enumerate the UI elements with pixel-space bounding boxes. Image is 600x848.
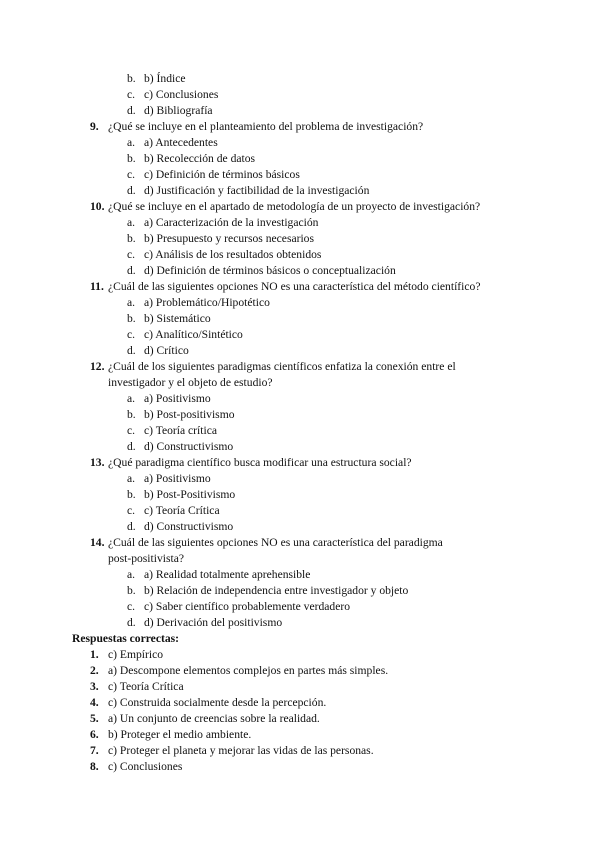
option-row [0, 71, 600, 87]
option-letter: b. [127, 152, 136, 165]
option-text: b) Post-positivismo [144, 408, 235, 421]
option-text: a) Positivismo [144, 392, 211, 405]
question-text-continued: investigador y el objeto de estudio? [108, 376, 273, 389]
answer-text: c) Construida socialmente desde la percepción. [108, 696, 327, 709]
question-text: ¿Cuál de las siguientes opciones NO es una característica del método científico? [108, 280, 481, 293]
option-row [0, 231, 600, 247]
option-letter: c. [127, 168, 136, 181]
option-row [0, 183, 600, 199]
question-row [0, 119, 600, 135]
answer-number: 6. [90, 728, 99, 741]
answers-title: Respuestas correctas: [72, 632, 179, 645]
option-row [0, 471, 600, 487]
answer-row [0, 695, 600, 711]
answer-row [0, 743, 600, 759]
option-text: d) Crítico [144, 344, 189, 357]
question-row-continued [0, 551, 600, 567]
answer-number: 7. [90, 744, 99, 757]
answer-number: 4. [90, 696, 99, 709]
option-letter: c. [127, 600, 136, 613]
option-row [0, 567, 600, 583]
option-letter: a. [127, 136, 136, 149]
option-text: b) Post-Positivismo [144, 488, 236, 501]
option-row [0, 343, 600, 359]
option-letter: d. [127, 184, 136, 197]
answer-number: 3. [90, 680, 99, 693]
option-letter: a. [127, 216, 136, 229]
option-letter: a. [127, 568, 136, 581]
option-row [0, 87, 600, 103]
question-number: 9. [90, 120, 99, 133]
question-row [0, 199, 600, 215]
option-text: b) Presupuesto y recursos necesarios [144, 232, 314, 245]
option-text: d) Constructivismo [144, 440, 234, 453]
option-row [0, 599, 600, 615]
question-number: 11. [90, 280, 104, 293]
option-text: d) Derivación del positivismo [144, 616, 283, 629]
option-letter: b. [127, 232, 136, 245]
answer-row [0, 647, 600, 663]
document-page [0, 71, 600, 775]
question-10 [0, 199, 600, 279]
option-row [0, 407, 600, 423]
option-row [0, 583, 600, 599]
question-text-continued: post-positivista? [108, 552, 184, 565]
question-text: ¿Cuál de las siguientes opciones NO es una característica del paradigma [108, 536, 443, 549]
option-text: a) Caracterización de la investigación [144, 216, 319, 229]
option-row [0, 391, 600, 407]
option-text: b) Relación de independencia entre investigador y objeto [144, 584, 409, 597]
option-text: a) Positivismo [144, 472, 211, 485]
option-letter: c. [127, 424, 136, 437]
answer-text: b) Proteger el medio ambiente. [108, 728, 252, 741]
answers-section [0, 631, 600, 775]
option-letter: d. [127, 616, 136, 629]
answer-text: c) Empírico [108, 648, 164, 661]
option-text: a) Realidad totalmente aprehensible [144, 568, 311, 581]
option-text: c) Teoría crítica [144, 424, 217, 437]
question-row [0, 359, 600, 375]
option-row [0, 423, 600, 439]
option-text: b) Recolección de datos [144, 152, 256, 165]
option-letter: a. [127, 392, 136, 405]
question-text: ¿Qué paradigma científico busca modificar una estructura social? [108, 456, 412, 469]
answer-number: 5. [90, 712, 99, 725]
option-letter: b. [127, 312, 136, 325]
option-letter: a. [127, 296, 136, 309]
question-number: 12. [90, 360, 105, 373]
question-text: ¿Cuál de los siguientes paradigmas científicos enfatiza la conexión entre el [108, 360, 456, 373]
option-text: a) Problemático/Hipotético [144, 296, 270, 309]
answer-row [0, 679, 600, 695]
option-letter: b. [127, 72, 136, 85]
option-text: c) Definición de términos básicos [144, 168, 300, 181]
option-letter: d. [127, 104, 136, 117]
option-letter: c. [127, 504, 136, 517]
option-letter: b. [127, 584, 136, 597]
option-letter: b. [127, 408, 136, 421]
option-text: b) Índice [144, 72, 186, 85]
question-row-continued [0, 375, 600, 391]
question-row [0, 535, 600, 551]
option-text: c) Saber científico probablemente verdadero [144, 600, 351, 613]
option-letter: d. [127, 264, 136, 277]
option-row [0, 295, 600, 311]
question-number: 13. [90, 456, 105, 469]
answer-number: 2. [90, 664, 99, 677]
option-row [0, 439, 600, 455]
option-row [0, 487, 600, 503]
option-row [0, 135, 600, 151]
option-text: d) Definición de términos básicos o conceptualización [144, 264, 396, 277]
question-11 [0, 279, 600, 359]
option-letter: c. [127, 88, 136, 101]
answer-number: 8. [90, 760, 99, 773]
option-text: d) Justificación y factibilidad de la investigación [144, 184, 370, 197]
answer-row [0, 711, 600, 727]
answer-text: c) Conclusiones [108, 760, 183, 773]
option-text: c) Analítico/Sintético [144, 328, 243, 341]
option-row [0, 327, 600, 343]
answer-row [0, 663, 600, 679]
option-text: c) Análisis de los resultados obtenidos [144, 248, 322, 261]
question-14 [0, 535, 600, 631]
answer-number: 1. [90, 648, 99, 661]
question-9 [0, 119, 600, 199]
option-letter: d. [127, 440, 136, 453]
option-letter: d. [127, 344, 136, 357]
answer-text: c) Teoría Crítica [108, 680, 184, 693]
option-letter: a. [127, 472, 136, 485]
question-text: ¿Qué se incluye en el apartado de metodología de un proyecto de investigación? [108, 200, 481, 213]
option-text: b) Sistemático [144, 312, 211, 325]
answer-text: a) Un conjunto de creencias sobre la realidad. [108, 712, 320, 725]
option-row [0, 503, 600, 519]
option-row [0, 263, 600, 279]
answer-row [0, 759, 600, 775]
option-row [0, 151, 600, 167]
answer-text: c) Proteger el planeta y mejorar las vidas de las personas. [108, 744, 374, 757]
option-row [0, 247, 600, 263]
answer-text: a) Descompone elementos complejos en partes más simples. [108, 664, 389, 677]
option-row [0, 519, 600, 535]
question-text: ¿Qué se incluye en el planteamiento del problema de investigación? [108, 120, 424, 133]
question-row [0, 455, 600, 471]
option-row [0, 311, 600, 327]
option-text: c) Teoría Crítica [144, 504, 220, 517]
question-row [0, 279, 600, 295]
question-13 [0, 455, 600, 535]
question-12 [0, 359, 600, 455]
question-number: 10. [90, 200, 105, 213]
answer-row [0, 727, 600, 743]
option-row [0, 103, 600, 119]
answers-heading-row [0, 631, 600, 647]
option-letter: c. [127, 328, 136, 341]
option-letter: c. [127, 248, 136, 261]
option-text: d) Constructivismo [144, 520, 234, 533]
option-row [0, 615, 600, 631]
question-number: 14. [90, 536, 105, 549]
option-text: a) Antecedentes [144, 136, 218, 149]
option-text: d) Bibliografía [144, 104, 213, 117]
option-letter: d. [127, 520, 136, 533]
question-8-continued [0, 71, 600, 119]
option-row [0, 215, 600, 231]
option-letter: b. [127, 488, 136, 501]
option-row [0, 167, 600, 183]
option-text: c) Conclusiones [144, 88, 219, 101]
